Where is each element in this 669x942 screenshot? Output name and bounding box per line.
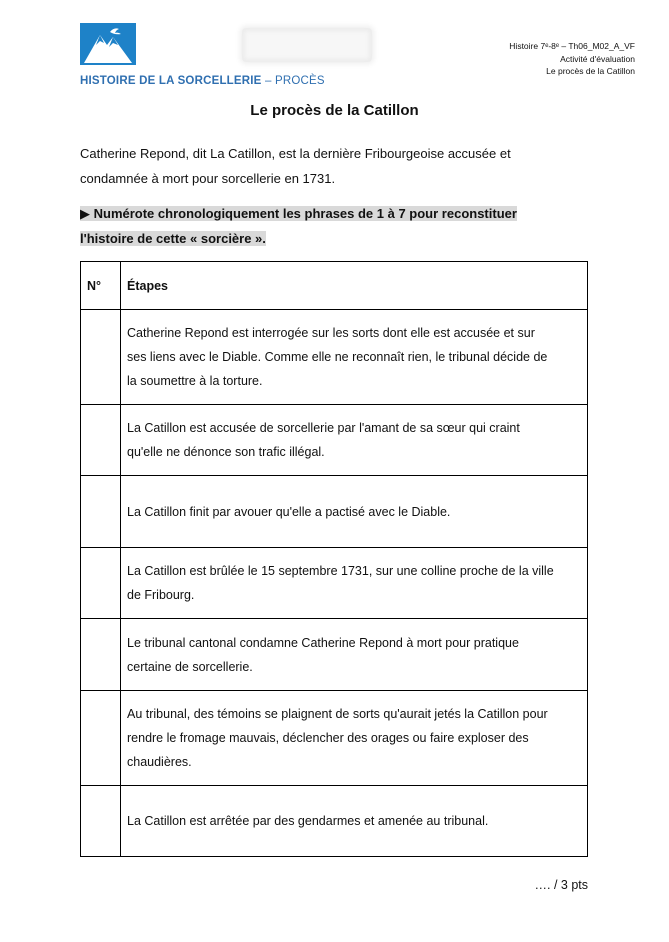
table-row (81, 405, 588, 476)
number-input-cell[interactable] (81, 619, 121, 691)
mountain-logo-icon (80, 23, 136, 65)
document-meta (509, 40, 635, 78)
step-text: Catherine Repond est interrogée sur les sorts dont elle est accusée et sur ses liens avec le Diable. Comme elle ne reconnaît rien, le tribunal décide de la soumettre à la torture. (121, 310, 588, 405)
table-header-row (81, 262, 588, 310)
table-row (81, 548, 588, 619)
brand-main: HISTOIRE DE LA SORCELLERIE (80, 75, 262, 87)
step-text: Au tribunal, des témoins se plaignent de sorts qu'aurait jetés la Catillon pour rendre le fromage mauvais, déclencher des orages ou faire exploser des chaudières. (121, 691, 588, 786)
topic-label: Le procès de la Catillon (546, 66, 635, 76)
column-header-steps: Étapes (121, 262, 588, 310)
number-input-cell[interactable] (81, 691, 121, 786)
step-text: La Catillon finit par avouer qu'elle a pactisé avec le Diable. (121, 476, 588, 548)
number-input-cell[interactable] (81, 786, 121, 857)
points-score: …. / 3 pts (534, 878, 588, 892)
redacted-name-field (242, 28, 372, 62)
number-input-cell[interactable] (81, 405, 121, 476)
table-row (81, 619, 588, 691)
instruction-text: ▶ Numérote chronologiquement les phrases de 1 à 7 pour reconstituer l'histoire de cette « sorcière ». (80, 206, 517, 246)
doc-code: Histoire 7ᵉ-8ᵉ – Th06_M02_A_VF (509, 41, 635, 51)
number-input-cell[interactable] (81, 310, 121, 405)
table-row (81, 786, 588, 857)
page-title: Le procès de la Catillon (250, 102, 419, 119)
table-row (81, 691, 588, 786)
intro-paragraph: Catherine Repond, dit La Catillon, est la dernière Fribourgeoise accusée et condamnée à mort pour sorcellerie en 1731. (80, 146, 511, 186)
step-text: La Catillon est arrêtée par des gendarmes et amenée au tribunal. (121, 786, 588, 857)
number-input-cell[interactable] (81, 476, 121, 548)
step-text: Le tribunal cantonal condamne Catherine Repond à mort pour pratique certaine de sorcellerie. (121, 619, 588, 691)
step-text: La Catillon est brûlée le 15 septembre 1731, sur une colline proche de la ville de Fribourg. (121, 548, 588, 619)
activity-type: Activité d'évaluation (560, 53, 635, 64)
column-header-number: N° (81, 262, 121, 310)
table-row (81, 476, 588, 548)
steps-table (80, 261, 588, 857)
instruction-paragraph (80, 201, 550, 251)
number-input-cell[interactable] (81, 548, 121, 619)
brand-label (80, 75, 325, 87)
table-row (81, 310, 588, 405)
brand-sub: – PROCÈS (261, 75, 325, 87)
step-text: La Catillon est accusée de sorcellerie par l'amant de sa sœur qui craint qu'elle ne dénonce son trafic illégal. (121, 405, 588, 476)
